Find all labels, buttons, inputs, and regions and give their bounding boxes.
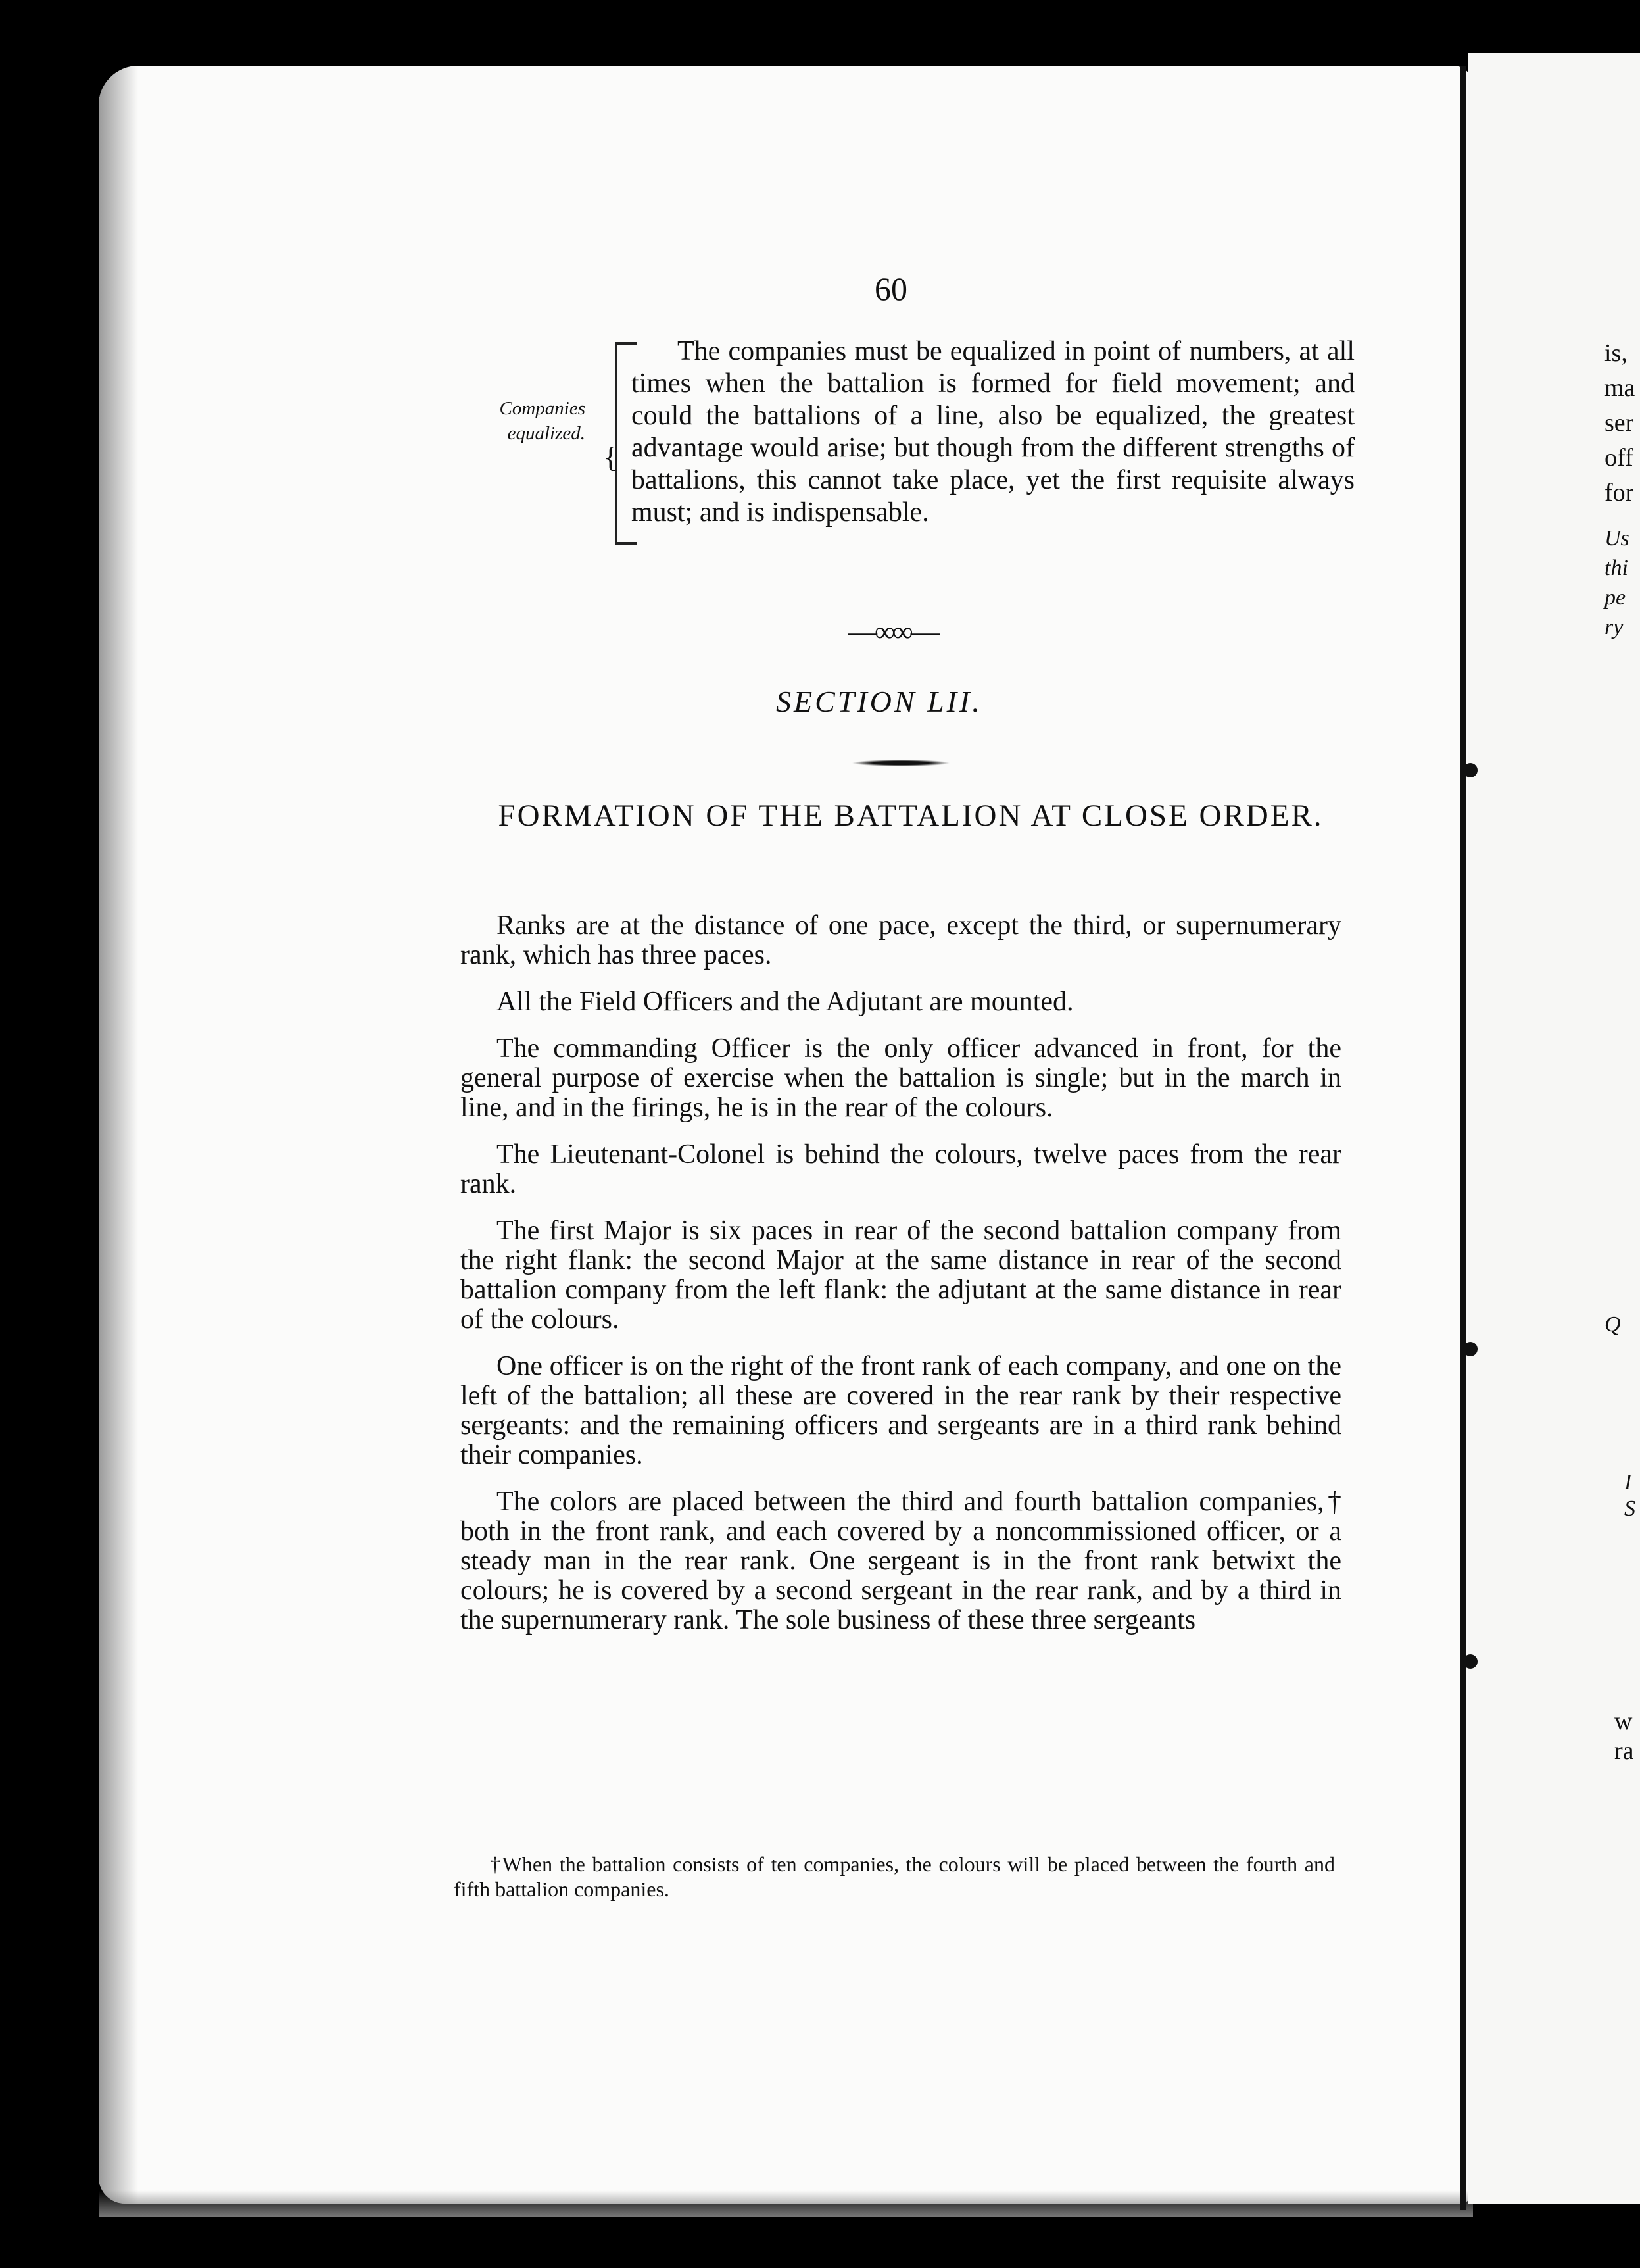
binding-mark <box>1463 763 1478 777</box>
margin-note: Companies equalized. <box>499 398 585 444</box>
paragraph: All the Field Officers and the Adjutant are mounted. <box>496 987 1074 1017</box>
intro-paragraph: The companies must be equalized in point of numbers, at all times when the battalion is formed for field movement; and could the battalions of a line, also be equalized, the greatest advantage would arise; but though from the different strengths of battalions, this cannot take place, yet the first requisite always must; and is indispensable. <box>631 336 1355 528</box>
page-shadow <box>99 66 138 2204</box>
chapter-heading: FORMATION OF THE BATTALION AT CLOSE ORDER. <box>498 799 1324 833</box>
adjacent-fragment: ra <box>1614 1737 1634 1765</box>
brace-icon: { <box>604 441 618 474</box>
section-title: SECTION LII. <box>776 685 982 718</box>
adjacent-fragment: ry <box>1604 615 1624 639</box>
adjacent-fragment: ser <box>1604 409 1634 437</box>
page-bottom-edge <box>99 2190 1473 2217</box>
binding-mark <box>1463 1342 1478 1356</box>
paragraph: The colors are placed between the third and fourth battalion companies,† both in the front rank, and each covered by a noncommissioned officer, or a steady man in the rear rank. One sergeant is in the front rank betwixt the colours; he is covered by a second sergeant in the rear rank, and by a third in the supernumerary rank. The sole business of these three sergeants <box>460 1487 1341 1635</box>
footnote <box>454 1852 1335 1902</box>
footnote-text: †When the battalion consists of ten companies, the colours will be placed between the fourth and fifth battalion companies. <box>454 1852 1335 1901</box>
adjacent-fragment: S <box>1624 1496 1635 1521</box>
paragraph: One officer is on the right of the front rank of each company, and one on the left of the battalion; all these are covered in the rear rank by their respective sergeants: and the remaining officers and sergeants are in a third rank behind their companies. <box>460 1351 1341 1470</box>
adjacent-fragment: thi <box>1604 556 1628 580</box>
paragraph: The first Major is six paces in rear of the second battalion company from the right flank: the second Major at the same distance in rear of the second battalion company from the left flank: the adjutant at the same distance in rear of the colours. <box>460 1216 1341 1335</box>
adjacent-fragment: I <box>1624 1470 1632 1494</box>
adjacent-fragment: Q <box>1604 1312 1621 1337</box>
adjacent-fragment: off <box>1604 444 1633 472</box>
adjacent-fragment: Us <box>1604 526 1629 551</box>
paragraph: The commanding Officer is the only officer advanced in front, for the general purpose of exercise when the battalion is single; but in the march in line, and in the firings, he is in the rear of the colours. <box>460 1033 1341 1123</box>
paragraph: Ranks are at the distance of one pace, except the third, or supernumerary rank, which has three paces. <box>460 910 1341 970</box>
intro-paragraph-block <box>631 335 1355 529</box>
body-text <box>460 911 1341 1652</box>
adjacent-fragment: pe <box>1604 585 1626 610</box>
binding-fold <box>1460 66 1466 2210</box>
adjacent-fragment: for <box>1604 479 1634 506</box>
adjacent-fragment: is, <box>1604 339 1628 367</box>
ornamental-rule <box>852 760 950 766</box>
binding-mark <box>1463 1654 1478 1669</box>
adjacent-fragment: ma <box>1604 374 1635 402</box>
adjacent-fragment: w <box>1614 1708 1633 1735</box>
paragraph: The Lieutenant-Colonel is behind the colours, twelve paces from the rear rank. <box>460 1139 1341 1199</box>
page-number: 60 <box>875 270 907 307</box>
ornament-icon: —∞∞— <box>848 616 937 648</box>
